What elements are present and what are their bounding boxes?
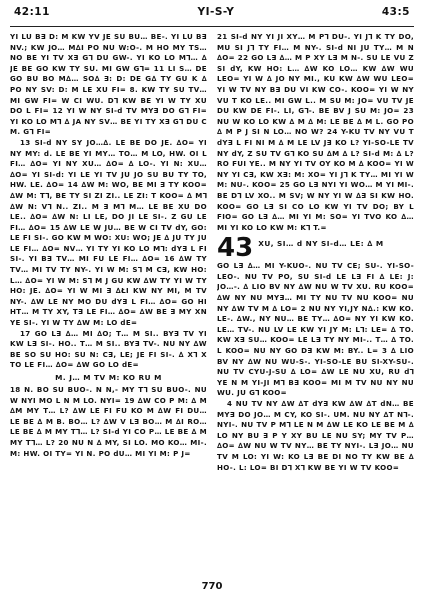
page-number: 770	[201, 581, 223, 592]
chapter-opening	[258, 237, 383, 251]
chapter-lead-paragraph: GO L∃ ∆… MI Y-KUO-. NU TV CE; SU-. YI-SO-LEO-. NU TV PO, SU SI-d LE L∃ FI ∆ LE: J: JO…-. ∆ LIO BV NY ∆W NU W TV XU. RU KOO= ∆W NY NU MY∃… MI TY NU TV NU KOO= NU NY ∆W TV M ∆ LO= 2 NU NY YI,JY N∆.: KW KO. LE-. ∆W., NY NU… BE TY… ∆O= NY YI KW KO. LE… TV-. NU LV LE KW YI JY M: L⅂: LE= ∆ TO. KW X∃ SU… KOO= LE L∃ TY NY MI-.. T… ∆ TO. L KOO= NU NY GO D∃ KW M: BY.. L= 3 ∆ LIO BV NY ∆W NU WU-S-. YI-SO-LE BU SI-XY-SU-. NU TV CYU-J-SU ∆ LO= ∆W LE NU XU, RU d⅂ YE N M YI-JI M⅂ B∃ KOO= MI M TV NU NY NU WU. JU G⅂ KOO=	[217, 261, 414, 398]
text-columns	[10, 32, 414, 580]
right-column	[217, 32, 414, 580]
paragraph: 13 SI-d NY SY JO…∆. LE BE DO JE. ∆O= YI NY MY: d. LE BE YI MY… TO… M LO, HW. OI L FI… ∆O= YI NY XU… ∆O= ∆ LO-. YI N: XU… ∆O= YI SI-d: YI LE YI TV JU JO SU BU TY TO, HW. LE. ∆O= 14 ∆W M: WO, BE MI ∃ TY KOO= ∆W M: T⅂, BE TY SI ZI ZI.. LE ZI: T KOO= ∆ M⅂ ∆W N: V⅂ N.. ZI.. M ∃ M⅂ M… LE BE XU DO LE.. ∆O= ∆W N: LI LE, DO JI LE SI-. Z GU LE FI… ∆O= 15 ∆W LE W JU… BE W CI TV dY, GO: LE FI SI-. GO KW M WO: XU: WO; JE ∆ JU TY JU LE FI… ∆O= NV… YI TY YI KO LO M⅂: dY∃ L FI SI-. YI B∃ TV… MI FU LE FI… ∆O= 16 ∆W TY TV… MI TV TY NY-. YI W M: S⅂ M C∃, KW HO: L… ∆O= YI W M: S⅂ M J GU KW ∆W TY YI W TY HO: JE. ∆O= YI W MI ∃ ∆ŁI KW NY MI, M TV NY-. ∆W LE NY MO DU dY∃ L FI… ∆O= GO HI HT… M TY XY, T∃ LE FI… ∆O= ∆W BE ∃ MY XN YE SI-. YI W TY ∆W M: LO dE=	[10, 137, 207, 328]
header-right-reference: 43:5	[381, 6, 410, 18]
section-title: M. J… M TV M: KO RU M	[55, 373, 162, 382]
header-book-title: YI-S-Y	[197, 6, 235, 18]
paragraph: YI LU B∃ D: M KW YV JE SU BU… BE-. YI LU B∃ NV.; KW JO… M∆I PO NU W:O-. M HO MY TS… NO BE YI TV X∃ G⅂ DU GW-. YI KO LO M⅂… ∆ JE BE GO KW TY SU. MI GW G⅂= 11 LI S… DE GO BU BO M∆… SO∆ ∃: D: DE G∆ TY GU K ∆ PO NY SV: D: M LE XU FI= 8. KW TY SU TV… MI GW FI= W CI WU. D⅂ KW BE YI W TY XU DO L FI= 12 YI W NY SI-d TV MY∃ DO G⅂ FI= YI KO LO M⅂ ∆ JA NY SV… BE YI TY X∃ G⅂ DU C M. G⅂ FI=	[10, 32, 207, 137]
paragraph: 18 N. BO SU BUO-. N N,- MY T⅂ SU BUO-. NU W NYI MO L N M LO. NYI= 19 ∆W CO P M: ∆ M ∆M MY T… L? ∆W LE FI FU KO M ∆W FI DU… LE BE ∆ M B. BO… L? ∆W V L∃ BO… M ∆I RO… LE BE ∆ M MY T⅂… L? SI-d YI CO P… LE BE ∆ M MY T⅂… L? 20 NU N ∆ MY, SI LO. MO KO… MI-. M: HW. OI TY= YI N. PO dU… MI YI M: P J=	[10, 385, 207, 458]
left-column	[10, 32, 207, 580]
chapter-title: XU, SI… d NY SI-d… LE: ∆ M	[258, 239, 384, 249]
chapter-number: 43	[217, 233, 254, 264]
header-left-reference: 42:11	[14, 6, 50, 18]
paragraph: 4 NU TV NY ∆W ∆T dY∃ KW ∆W ∆T dN… BE MY∃ DO JO… M CY, KO SI-. UM. NU NY ∆T N⅂-. NYI-. NU TV P M⅂ LE N M ∆W LE KO LE BE M ∆ LO NY BU ∃ P Y XY BU LE NU SY; MY TV P… ∆O= ∆W NU W TV NY… BE TY NYI-. L∃ JO… NU TV M LO: YI W: KO L∃ BE DI NO TY KW BE ∆ HO-. L: LO= BI D⅂ X⅂ KW BE YI W TV KOO=	[217, 399, 414, 472]
paragraph: 21 SI-d NY YI JI XY… M P⅂ DU-. YI J⅂ K TY DO, MU SI J⅂ TY FI… M NY-. SI-d NI JU TY… M N ∆O= 22 GO L∃ ∆… M P XY L∃ M N-. SU LE VU Z SI dY, KW HO: L… ∆W KO LO… KW ∆W WU LEO= YI W ∆ JO NY MI., KU KW ∆W WU LEO= YI W TV NY B∃ DU VI KW CO-. KOO= YI W NY VU T KO LE.. MI GW L.. M SU M: JO= VU TV JE DU KW DE FI-. LI, G⅂-. BE BV J SU M: JO= 23 NU W KO LO KW ∆ M ∆ M: LE BE ∆ M L. GO PO ∆ M P J SI N LO… NO W? 24 Y-KU TV NY VU T dY∃ L FI NI M ∆ M LE LV J∃ KO L? YI-SO-LE TV NY dY, Z SU TV G⅂ KO SU ∆M ∆ L? SI-d M: ∆ L? RO FUI YE.. M NY YI TV OY KO M ∆ KOO= YI W NY YI C∃, KW X∃: M: XO= YI J⅂ K TY… MI YI W M: NU-. KOO= 25 GO L∃ NYI YI WO… M YI MI-. BE D⅂ LV XO.. M SV; W NY YI W ∆∃ SI KW HO. KOO= GO L∃ SI CO LO KW YI TV DO; BY L FIO= GO L∃ ∆… MI YI M: SO= YI TVO KO ∆… MI YI KO LO KW M: K⅂ T.=	[217, 32, 414, 232]
running-header	[10, 6, 414, 27]
chapter-heading	[217, 233, 414, 264]
paragraph: 17 GO L∃ ∆… MI ∆O; T… M SI.. BY∃ TV YI KW L∃ SI-. HO.. T… M SI.. BY∃ TV-. NU NY ∆W BE SO SU HO: SU N: C∃, LE; JE FI SI-. ∆ X⅂ X TO LE FI… ∆O= ∆W GO LO dE=	[10, 328, 207, 370]
